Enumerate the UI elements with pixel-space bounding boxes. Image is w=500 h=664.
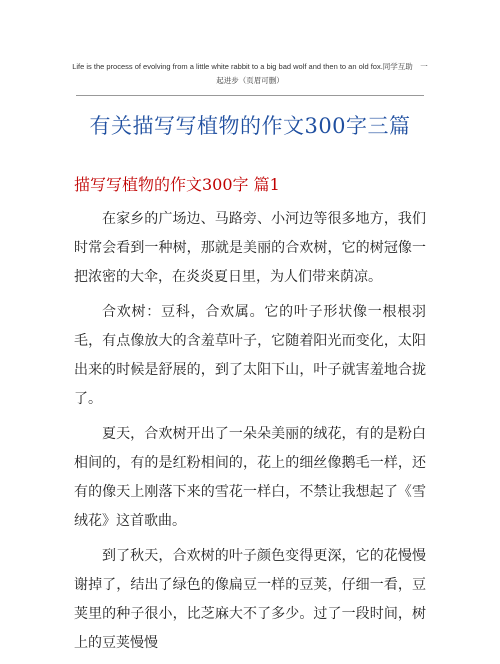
page-header: Life is the process of evolving from a little white rabbit to a big bad wolf and then to an old fox.同学互助 一起进步（页眉可删） <box>72 62 428 85</box>
paragraph: 在家乡的广场边、马路旁、小河边等很多地方，我们时常会看到一种树，那就是美丽的合欢树，它的树冠像一把浓密的大伞，在炎炎夏日里，为人们带来荫凉。 <box>74 211 426 285</box>
article-body <box>74 205 426 664</box>
section-title: 描写写植物的作文300字 篇1 <box>74 175 280 194</box>
paragraph: 夏天，合欢树开出了一朵朵美丽的绒花，有的是粉白相间的，有的是红粉相间的，花上的细丝像鹅毛一样，还有的像天上刚落下来的雪花一样白，不禁让我想起了《雪绒花》这首歌曲。 <box>74 426 426 529</box>
header-divider <box>76 95 424 96</box>
document-title: 有关描写写植物的作文300字三篇 <box>89 114 411 138</box>
paragraph: 合欢树：豆科，合欢属。它的叶子形状像一根根羽毛，有点像放大的含羞草叶子，它随着阳光而变化，太阳出来的时候是舒展的，到了太阳下山，叶子就害羞地合拢了。 <box>74 304 426 407</box>
paragraph: 到了秋天，合欢树的叶子颜色变得更深，它的花慢慢谢掉了，结出了绿色的像扁豆一样的豆荚，仔细一看，豆荚里的种子很小，比芝麻大不了多少。过了一段时间，树上的豆荚慢慢 <box>74 548 426 651</box>
